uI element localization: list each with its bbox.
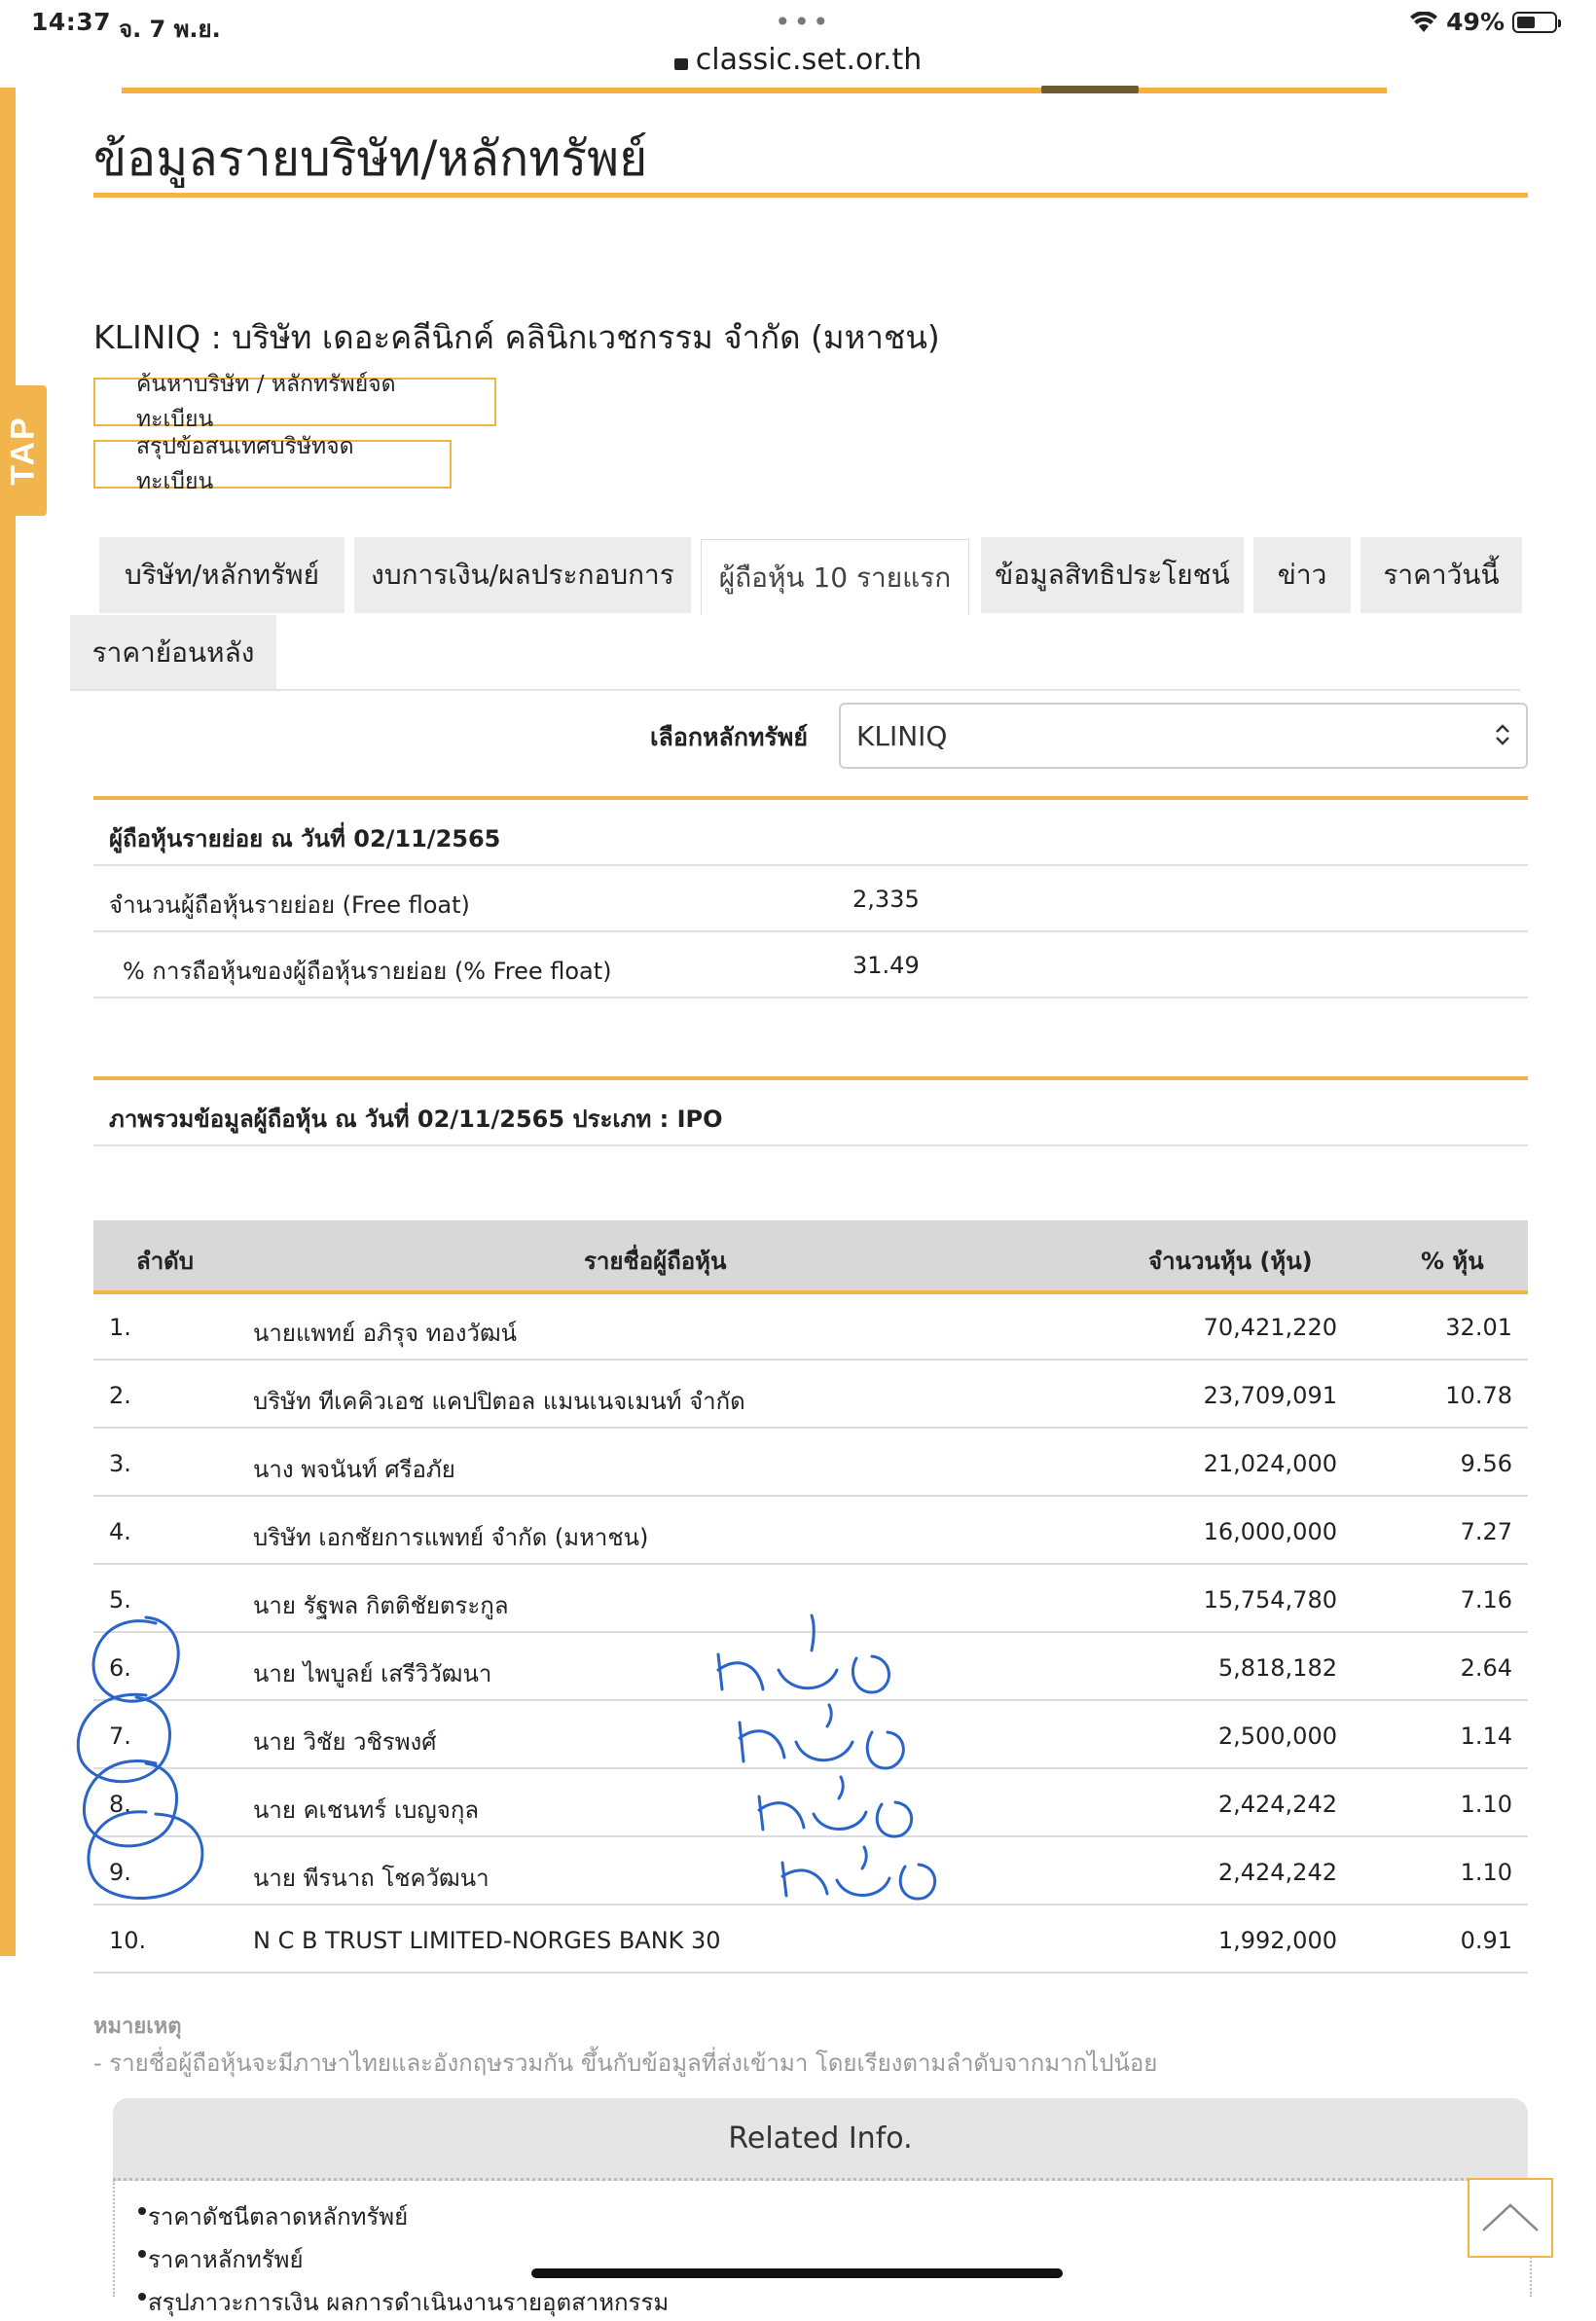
company-title: KLINIQ : บริษัท เดอะคลีนิกค์ คลินิกเวชกรรม จำกัด (มหาชน) bbox=[93, 318, 940, 356]
free-float-count-value: 2,335 bbox=[852, 886, 920, 913]
status-time: 14:37 bbox=[31, 8, 112, 36]
security-select[interactable] bbox=[839, 703, 1528, 769]
more-dots-icon[interactable]: ••• bbox=[775, 6, 832, 38]
tab-top10-shareholders[interactable]: ผู้ถือหุ้น 10 รายแรก bbox=[701, 539, 969, 615]
table-row bbox=[93, 1905, 1528, 1974]
name-cell: นาย รัฐพล กิตติชัยตระกูล bbox=[253, 1592, 509, 1619]
rank-cell: 7. bbox=[109, 1723, 131, 1750]
table-row bbox=[93, 1769, 1528, 1837]
name-cell: นาย คเชนทร์ เบญจกุล bbox=[253, 1796, 480, 1824]
free-float-count-row bbox=[93, 866, 1528, 932]
tab-news[interactable]: ข่าว bbox=[1253, 537, 1351, 613]
left-accent-rail bbox=[0, 88, 16, 1956]
name-cell: นาง พจนันท์ ศรีอภัย bbox=[253, 1456, 455, 1483]
security-select-value: KLINIQ bbox=[856, 719, 948, 752]
header-banner-edge bbox=[122, 88, 1387, 93]
home-indicator bbox=[531, 2268, 1063, 2278]
name-cell: นาย พีรนาถ โชควัฒนา bbox=[253, 1865, 490, 1892]
name-cell: นาย วิชัย วชิรพงศ์ bbox=[253, 1728, 437, 1756]
rank-cell: 4. bbox=[109, 1518, 131, 1545]
note-title: หมายเหตุ bbox=[93, 2014, 182, 2039]
battery-percent: 49% bbox=[1446, 8, 1505, 36]
free-float-header: ผู้ถือหุ้นรายย่อย ณ วันที่ 02/11/2565 bbox=[93, 800, 1528, 866]
shares-cell: 2,424,242 bbox=[1217, 1791, 1337, 1818]
shareholder-table-header bbox=[93, 1220, 1528, 1294]
table-row bbox=[93, 1633, 1528, 1701]
rank-cell: 10. bbox=[109, 1927, 147, 1954]
tab-financials[interactable]: งบการเงิน/ผลประกอบการ bbox=[354, 537, 691, 613]
percent-cell: 7.27 bbox=[1460, 1518, 1512, 1545]
col-percent: % หุ้น bbox=[1421, 1248, 1484, 1275]
free-float-count-label: จำนวนผู้ถือหุ้นรายย่อย (Free float) bbox=[109, 891, 470, 919]
table-row bbox=[93, 1360, 1528, 1429]
col-rank: ลำดับ bbox=[136, 1248, 195, 1275]
rank-cell: 8. bbox=[109, 1791, 131, 1818]
tap-side-tab[interactable] bbox=[0, 385, 47, 516]
overview-section bbox=[93, 1076, 1528, 1146]
percent-cell: 9.56 bbox=[1460, 1450, 1512, 1477]
banner-image-remnant bbox=[1041, 86, 1139, 93]
tab-price-today[interactable]: ราคาวันนี้ bbox=[1360, 537, 1522, 613]
table-row bbox=[93, 1837, 1528, 1905]
scroll-to-top-button[interactable] bbox=[1468, 2178, 1553, 2258]
rank-cell: 5. bbox=[109, 1586, 131, 1614]
overview-header: ภาพรวมข้อมูลผู้ถือหุ้น ณ วันที่ 02/11/2565 ประเภท : IPO bbox=[93, 1080, 1528, 1146]
page-title: ข้อมูลรายบริษัท/หลักทรัพย์ bbox=[93, 130, 648, 187]
percent-cell: 1.10 bbox=[1460, 1791, 1512, 1818]
name-cell: นายแพทย์ อภิรุจ ทองวัฒน์ bbox=[253, 1320, 518, 1347]
name-cell: บริษัท ทีเคคิวเอช แคปปิตอล แมนเนจเมนท์ จำกัด bbox=[253, 1388, 745, 1415]
percent-cell: 2.64 bbox=[1460, 1654, 1512, 1682]
tabs-divider bbox=[70, 689, 1520, 691]
percent-cell: 7.16 bbox=[1460, 1586, 1512, 1614]
table-row bbox=[93, 1429, 1528, 1497]
related-link[interactable]: ราคาดัชนีตลาดหลักทรัพย์ bbox=[148, 2197, 408, 2235]
percent-cell: 0.91 bbox=[1460, 1927, 1512, 1954]
lock-icon bbox=[674, 58, 688, 70]
tab-price-history[interactable]: ราคาย้อนหลัง bbox=[70, 615, 276, 691]
search-company-link[interactable]: ค้นหาบริษัท / หลักทรัพย์จดทะเบียน bbox=[93, 378, 496, 426]
tab-company[interactable]: บริษัท/หลักทรัพย์ bbox=[99, 537, 345, 613]
shares-cell: 16,000,000 bbox=[1203, 1518, 1337, 1545]
related-link[interactable]: สรุปภาวะการเงิน ผลการดำเนินงานรายอุตสาหกรรม bbox=[148, 2283, 669, 2321]
battery-icon bbox=[1512, 12, 1557, 33]
related-link[interactable]: ราคาหลักทรัพย์ bbox=[148, 2240, 304, 2278]
rank-cell: 3. bbox=[109, 1450, 131, 1477]
col-shares: จำนวนหุ้น (หุ้น) bbox=[1148, 1248, 1313, 1275]
percent-cell: 32.01 bbox=[1445, 1314, 1512, 1341]
name-cell: N C B TRUST LIMITED-NORGES BANK 30 bbox=[253, 1927, 721, 1954]
free-float-percent-row bbox=[93, 932, 1528, 998]
status-right bbox=[1409, 8, 1557, 36]
shares-cell: 2,500,000 bbox=[1217, 1723, 1337, 1750]
status-date: จ. 7 พ.ย. bbox=[119, 16, 221, 43]
shares-cell: 70,421,220 bbox=[1203, 1314, 1337, 1341]
tap-label: TAP bbox=[4, 416, 42, 486]
rank-cell: 1. bbox=[109, 1314, 131, 1341]
percent-cell: 1.10 bbox=[1460, 1859, 1512, 1886]
title-divider bbox=[93, 193, 1528, 198]
related-info-header: Related Info. bbox=[113, 2098, 1528, 2181]
table-row bbox=[93, 1292, 1528, 1360]
col-name: รายชื่อผู้ถือหุ้น bbox=[584, 1248, 727, 1275]
shares-cell: 21,024,000 bbox=[1203, 1450, 1337, 1477]
rank-cell: 2. bbox=[109, 1382, 131, 1409]
rank-cell: 6. bbox=[109, 1654, 131, 1682]
shares-cell: 1,992,000 bbox=[1217, 1927, 1337, 1954]
shareholder-table-body bbox=[93, 1292, 1528, 1974]
free-float-percent-value: 31.49 bbox=[852, 952, 920, 979]
percent-cell: 1.14 bbox=[1460, 1723, 1512, 1750]
free-float-section bbox=[93, 796, 1528, 998]
chevron-up-icon bbox=[1469, 2180, 1551, 2256]
address-bar[interactable] bbox=[0, 43, 1596, 77]
free-float-percent-label: % การถือหุ้นของผู้ถือหุ้นรายย่อย (% Free float) bbox=[123, 958, 612, 985]
note-text: - รายชื่อผู้ถือหุ้นจะมีภาษาไทยและอังกฤษรวมกัน ขึ้นกับข้อมูลที่ส่งเข้ามา โดยเรียงตามลำดับจากมากไปน้อย bbox=[93, 2049, 1158, 2077]
wifi-icon bbox=[1409, 12, 1438, 33]
shares-cell: 5,818,182 bbox=[1217, 1654, 1337, 1682]
company-summary-link[interactable]: สรุปข้อสนเทศบริษัทจดทะเบียน bbox=[93, 440, 452, 489]
name-cell: บริษัท เอกชัยการแพทย์ จำกัด (มหาชน) bbox=[253, 1524, 649, 1551]
rank-cell: 9. bbox=[109, 1859, 131, 1886]
related-info-list bbox=[113, 2180, 1532, 2316]
shares-cell: 15,754,780 bbox=[1203, 1586, 1337, 1614]
tab-benefits[interactable]: ข้อมูลสิทธิประโยชน์ bbox=[981, 537, 1244, 613]
select-updown-icon bbox=[1493, 722, 1512, 748]
table-row bbox=[93, 1701, 1528, 1769]
table-row bbox=[93, 1497, 1528, 1565]
percent-cell: 10.78 bbox=[1445, 1382, 1512, 1409]
url-text: classic.set.or.th bbox=[695, 43, 923, 77]
security-select-label: เลือกหลักทรัพย์ bbox=[650, 723, 808, 751]
shares-cell: 23,709,091 bbox=[1203, 1382, 1337, 1409]
status-bar bbox=[0, 0, 1596, 97]
name-cell: นาย ไพบูลย์ เสรีวิวัฒนา bbox=[253, 1660, 492, 1687]
shares-cell: 2,424,242 bbox=[1217, 1859, 1337, 1886]
table-row bbox=[93, 1565, 1528, 1633]
